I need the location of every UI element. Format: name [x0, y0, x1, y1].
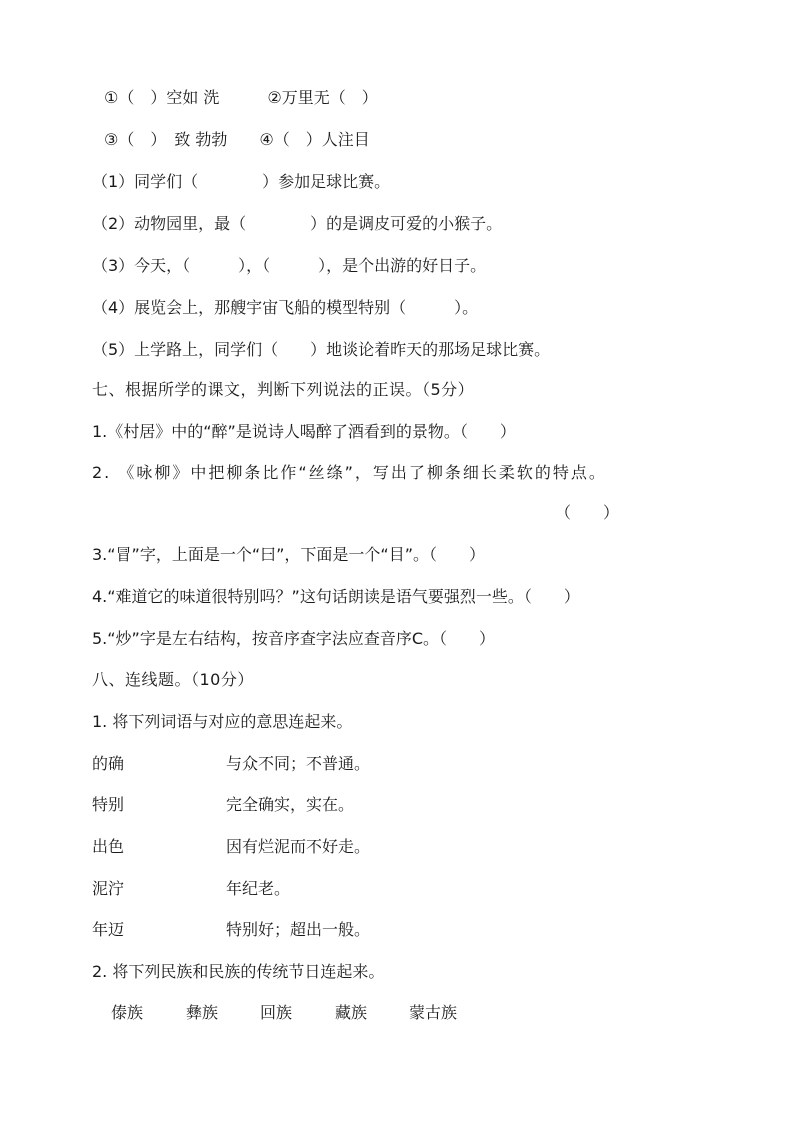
fill-item-2: （2）动物园里，最（ ）的是调皮可爱的小猴子。 — [92, 214, 503, 233]
match-word: 的确 — [92, 754, 125, 773]
section-8-title: 八、连线题。（10分） — [92, 670, 254, 689]
match-meaning: 特别好；超出一般。 — [226, 920, 371, 939]
fill-item-4: （4）展览会上，那艘宇宙飞船的模型特别（ ）。 — [92, 298, 479, 317]
match-meaning: 因有烂泥而不好走。 — [226, 837, 371, 856]
match-question-2-title: 2. 将下列民族和民族的传统节日连起来。 — [92, 962, 385, 981]
judge-question-2: 2. 《咏柳》中把柳条比作“丝绦”，写出了柳条细长柔软的特点。 — [92, 463, 607, 482]
judge-question-2-paren: （ ） — [555, 503, 620, 522]
section-7-title: 七、根据所学的课文，判断下列说法的正误。（5分） — [92, 380, 475, 399]
fill-item-1: （1）同学们（ ）参加足球比赛。 — [92, 172, 391, 191]
fill-item-5: （5）上学路上，同学们（ ）地谈论着昨天的那场足球比赛。 — [92, 340, 551, 359]
match-meaning: 年纪老。 — [226, 879, 291, 898]
match-meaning: 完全确实，实在。 — [226, 795, 355, 814]
ethnic-group: 蒙古族 — [409, 1003, 458, 1022]
match-meaning: 与众不同；不普通。 — [226, 754, 371, 773]
judge-question-5: 5.“炒”字是左右结构，按音序查字法应查音序C。（ ） — [92, 629, 496, 648]
match-question-1-title: 1. 将下列词语与对应的意思连起来。 — [92, 712, 353, 731]
ethnic-group: 回族 — [260, 1003, 293, 1022]
idioms-row-1: ①（ ）空如 洗 ②万里无（ ） — [104, 88, 378, 107]
match-word: 年迈 — [92, 920, 125, 939]
ethnic-group: 傣族 — [111, 1003, 144, 1022]
ethnic-group: 彝族 — [186, 1003, 219, 1022]
fill-item-3: （3）今天，（ ），（ ），是个出游的好日子。 — [92, 256, 487, 275]
ethnic-group: 藏族 — [335, 1003, 368, 1022]
judge-question-4: 4.“难道它的味道很特别吗？”这句话朗读是语气要强烈一些。（ ） — [92, 587, 580, 606]
judge-question-1: 1.《村居》中的“醉”是说诗人喝醉了酒看到的景物。（ ） — [92, 422, 516, 441]
match-word: 特别 — [92, 795, 125, 814]
judge-question-3: 3.“冒”字，上面是一个“曰”，下面是一个“目”。（ ） — [92, 545, 486, 564]
idioms-row-2: ③（ ） 致 勃勃 ④（ ）人注目 — [104, 130, 370, 149]
match-word: 泥泞 — [92, 879, 125, 898]
match-word: 出色 — [92, 837, 125, 856]
